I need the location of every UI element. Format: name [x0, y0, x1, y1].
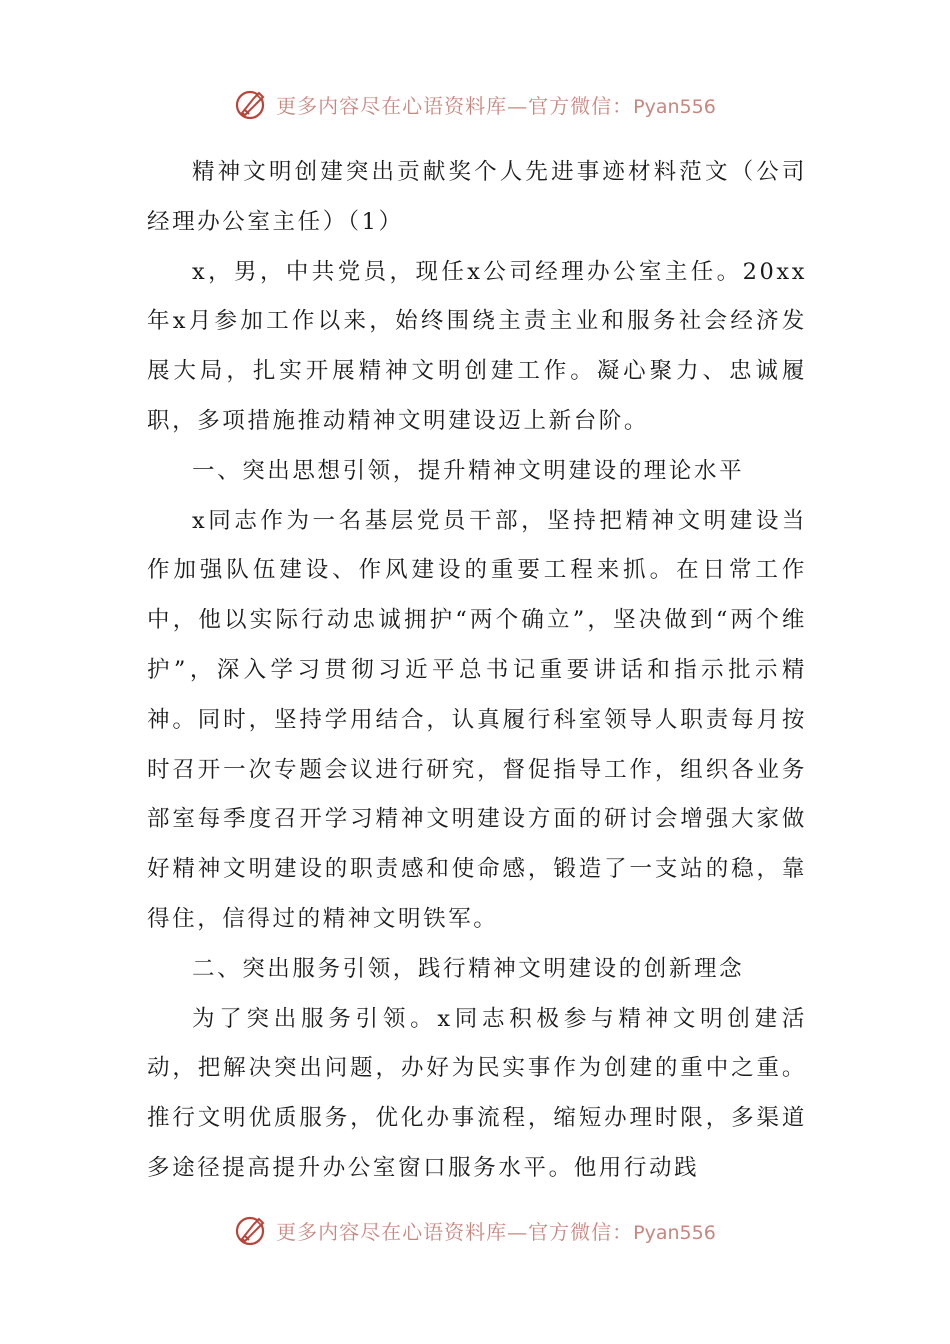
document-title: 精神文明创建突出贡献奖个人先进事迹材料范文（公司经理办公室主任）（1）	[147, 159, 807, 235]
watermark-footer	[0, 1210, 950, 1250]
watermark-text: 更多内容尽在心语资料库—官方微信：Pyan556	[276, 93, 716, 118]
pen-nib-logo-icon	[234, 1212, 270, 1248]
pen-nib-logo-icon	[234, 86, 270, 122]
section-heading-1: 一、突出思想引领，提升精神文明建设的理论水平	[192, 457, 745, 484]
document-body	[147, 148, 807, 1194]
paragraph-section-1: x同志作为一名基层党员干部，坚持把精神文明建设当作加强队伍建设、作风建设的重要工程来抓。在日常工作中，他以实际行动忠诚拥护“两个确立”，坚决做到“两个维护”，深入学习贯彻习近平总书记重要讲话和指示批示精神。同时，坚持学用结合，认真履行科室领导人职责每月按时召开一次专题会议进行研究，督促指导工作，组织各业务部室每季度召开学习精神文明建设方面的研讨会增强大家做好精神文明建设的职责感和使命感，锻造了一支站的稳，靠得住，信得过的精神文明铁军。	[147, 507, 807, 932]
section-heading-2: 二、突出服务引领，践行精神文明建设的创新理念	[192, 955, 745, 982]
paragraph-section-2: 为了突出服务引领。x同志积极参与精神文明创建活动，把解决突出问题，办好为民实事作为创建的重中之重。推行文明优质服务，优化办事流程，缩短办理时限，多渠道多途径提高提升办公室窗口服务水平。他用行动践	[147, 1005, 807, 1181]
watermark-text: 更多内容尽在心语资料库—官方微信：Pyan556	[276, 1219, 716, 1244]
watermark-header	[0, 84, 950, 124]
paragraph-intro: x，男，中共党员，现任x公司经理办公室主任。20xx年x月参加工作以来，始终围绕主责主业和服务社会经济发展大局，扎实开展精神文明创建工作。凝心聚力、忠诚履职，多项措施推动精神文明建设迈上新台阶。	[147, 258, 807, 434]
